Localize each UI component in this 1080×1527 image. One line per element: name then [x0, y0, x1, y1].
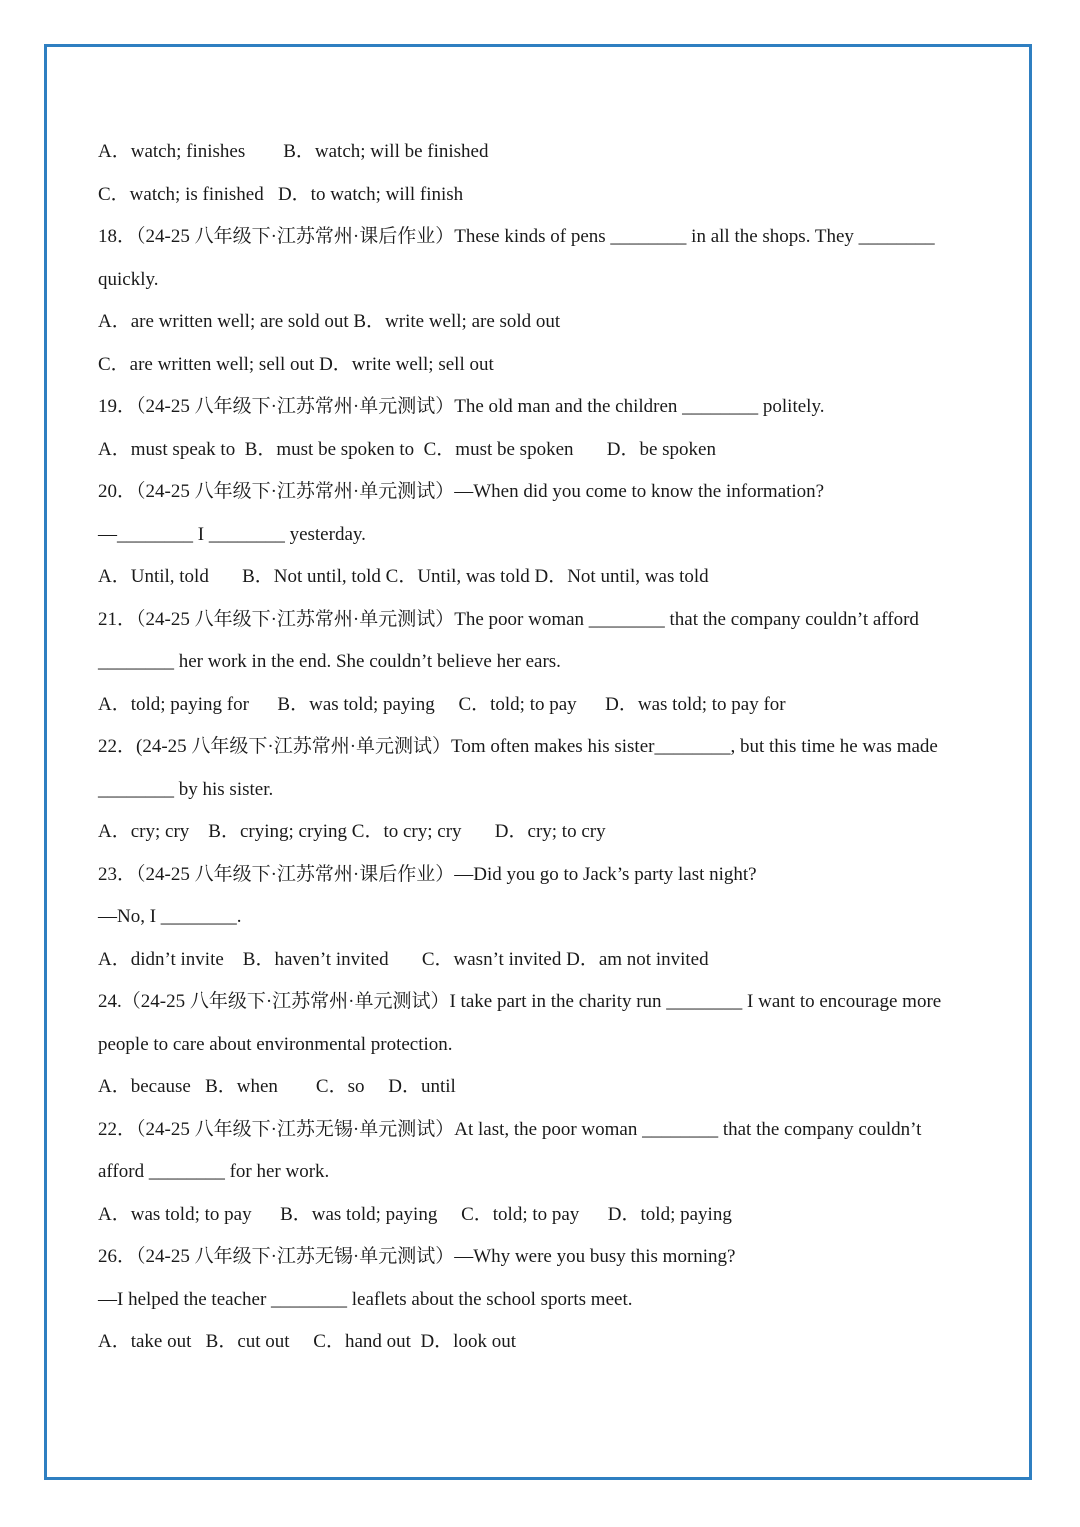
answer-options: A．told; paying for B．was told; paying C．told; to pay D．was told; to pay for [98, 693, 786, 715]
answer-options: A．must speak to B．must be spoken to C．must be spoken D．be spoken [98, 438, 716, 460]
question-21-continued: ________ her work in the end. She couldn’t believe her ears. [98, 651, 561, 672]
question-24-continued: people to care about environmental protection. [98, 1033, 453, 1055]
answer-options: C．are written well; sell out D．write well; sell out [98, 353, 494, 375]
question-24: 24.（24-25 八年级下·江苏常州·单元测试）I take part in the charity run ________ I want to encourage more [98, 991, 942, 1012]
question-20: 20．（24-25 八年级下·江苏常州·单元测试）—When did you come to know the information? [98, 481, 825, 502]
answer-options: A．are written well; are sold out B．write well; are sold out [98, 311, 561, 332]
question-23-continued: —No, I ________. [98, 906, 242, 927]
question-26: 26．（24-25 八年级下·江苏无锡·单元测试）—Why were you busy this morning? [98, 1246, 736, 1267]
question-22b: 22．（24-25 八年级下·江苏无锡·单元测试）At last, the poor woman ________ that the company couldn’t [98, 1118, 922, 1140]
question-20-continued: —________ I ________ yesterday. [98, 523, 366, 545]
question-23: 23．（24-25 八年级下·江苏常州·课后作业）—Did you go to Jack’s party last night? [98, 863, 757, 885]
answer-options: A．Until, told B．Not until, told C．Until, was told D．Not until, was told [98, 566, 709, 587]
answer-options: A．take out B．cut out C．hand out D．look out [98, 1331, 516, 1352]
answer-options: A．was told; to pay B．was told; paying C．told; to pay D．told; paying [98, 1203, 732, 1225]
question-22: 22．(24-25 八年级下·江苏常州·单元测试）Tom often makes his sister________, but this time he was made [98, 736, 938, 757]
answer-options: A．cry; cry B．crying; crying C．to cry; cry D．cry; to cry [98, 821, 606, 842]
question-22-continued: ________ by his sister. [98, 778, 274, 800]
question-21: 21．（24-25 八年级下·江苏常州·单元测试）The poor woman ________ that the company couldn’t afford [98, 608, 919, 630]
answer-options: A．watch; finishes B．watch; will be finished [98, 141, 489, 162]
question-22b-continued: afford ________ for her work. [98, 1161, 330, 1182]
question-18-continued: quickly. [98, 268, 159, 290]
answer-options: A．didn’t invite B．haven’t invited C．wasn’t invited D．am not invited [98, 948, 709, 970]
question-list [98, 131, 988, 1364]
answer-options: A．because B．when C．so D．until [98, 1076, 456, 1097]
question-26-continued: —I helped the teacher ________ leaflets about the school sports meet. [98, 1288, 633, 1310]
answer-options: C．watch; is finished D．to watch; will finish [98, 183, 464, 205]
question-19: 19．（24-25 八年级下·江苏常州·单元测试）The old man and the children ________ politely. [98, 396, 825, 417]
question-18: 18．（24-25 八年级下·江苏常州·课后作业）These kinds of pens ________ in all the shops. They ________ [98, 226, 935, 247]
